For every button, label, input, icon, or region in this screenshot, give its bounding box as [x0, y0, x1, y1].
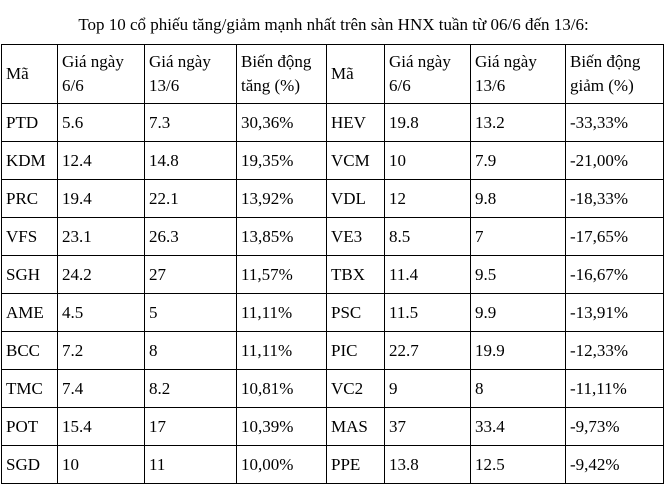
gainer-price-1306-cell: 26.3	[145, 218, 237, 256]
loser-price-0606-cell: 9	[385, 370, 471, 408]
gainer-price-0606-cell: 15.4	[58, 408, 145, 446]
loser-change-cell: -9,42%	[566, 446, 664, 484]
gainer-price-1306-cell: 11	[145, 446, 237, 484]
gainer-code-cell: TMC	[2, 370, 58, 408]
gainer-price-0606-cell: 7.2	[58, 332, 145, 370]
gainer-change-cell: 11,11%	[237, 332, 327, 370]
loser-code-cell: VC2	[327, 370, 385, 408]
gainer-change-cell: 19,35%	[237, 142, 327, 180]
loser-code-cell: PSC	[327, 294, 385, 332]
loser-price-1306-cell: 9.8	[471, 180, 566, 218]
loser-code-cell: PIC	[327, 332, 385, 370]
gainer-price-0606-cell: 7.4	[58, 370, 145, 408]
table-row	[2, 256, 664, 294]
gainer-price-0606-cell: 24.2	[58, 256, 145, 294]
loser-change-cell: -11,11%	[566, 370, 664, 408]
loser-code-cell: VE3	[327, 218, 385, 256]
table-row	[2, 370, 664, 408]
gainer-change-cell: 13,92%	[237, 180, 327, 218]
gainer-change-cell: 11,57%	[237, 256, 327, 294]
loser-price-0606-cell: 13.8	[385, 446, 471, 484]
header-row	[2, 45, 664, 104]
gainer-price-1306-cell: 17	[145, 408, 237, 446]
gainer-price-1306-cell: 14.8	[145, 142, 237, 180]
loser-price-0606-cell: 37	[385, 408, 471, 446]
header-price-0606-gainers: Giá ngày 6/6	[58, 45, 145, 104]
gainer-code-cell: PTD	[2, 104, 58, 142]
header-price-1306-losers: Giá ngày 13/6	[471, 45, 566, 104]
table-header	[2, 45, 664, 104]
gainer-change-cell: 30,36%	[237, 104, 327, 142]
header-code-losers: Mã	[327, 45, 385, 104]
loser-change-cell: -16,67%	[566, 256, 664, 294]
gainer-code-cell: SGH	[2, 256, 58, 294]
gainer-code-cell: KDM	[2, 142, 58, 180]
table-row	[2, 180, 664, 218]
table-row	[2, 332, 664, 370]
loser-code-cell: TBX	[327, 256, 385, 294]
table-row	[2, 104, 664, 142]
table-caption: Top 10 cổ phiếu tăng/giảm mạnh nhất trên sàn HNX tuần từ 06/6 đến 13/6:	[78, 15, 589, 34]
gainer-price-0606-cell: 4.5	[58, 294, 145, 332]
table-row	[2, 142, 664, 180]
gainer-code-cell: POT	[2, 408, 58, 446]
loser-code-cell: MAS	[327, 408, 385, 446]
table-row	[2, 446, 664, 484]
loser-price-0606-cell: 19.8	[385, 104, 471, 142]
loser-change-cell: -13,91%	[566, 294, 664, 332]
gainer-change-cell: 10,00%	[237, 446, 327, 484]
table-body	[2, 104, 664, 484]
table-row	[2, 218, 664, 256]
loser-code-cell: VDL	[327, 180, 385, 218]
gainer-code-cell: PRC	[2, 180, 58, 218]
header-code-gainers: Mã	[2, 45, 58, 104]
loser-price-0606-cell: 11.5	[385, 294, 471, 332]
gainer-price-1306-cell: 7.3	[145, 104, 237, 142]
loser-price-0606-cell: 8.5	[385, 218, 471, 256]
header-change-down: Biến động giảm (%)	[566, 45, 664, 104]
loser-price-0606-cell: 12	[385, 180, 471, 218]
loser-price-0606-cell: 10	[385, 142, 471, 180]
gainer-price-0606-cell: 10	[58, 446, 145, 484]
loser-price-1306-cell: 7.9	[471, 142, 566, 180]
gainer-price-1306-cell: 8	[145, 332, 237, 370]
header-change-up: Biến động tăng (%)	[237, 45, 327, 104]
gainer-change-cell: 10,39%	[237, 408, 327, 446]
gainer-price-0606-cell: 19.4	[58, 180, 145, 218]
loser-price-1306-cell: 8	[471, 370, 566, 408]
gainer-code-cell: SGD	[2, 446, 58, 484]
gainer-code-cell: VFS	[2, 218, 58, 256]
loser-change-cell: -21,00%	[566, 142, 664, 180]
loser-change-cell: -33,33%	[566, 104, 664, 142]
loser-change-cell: -18,33%	[566, 180, 664, 218]
gainer-change-cell: 13,85%	[237, 218, 327, 256]
loser-code-cell: HEV	[327, 104, 385, 142]
loser-code-cell: VCM	[327, 142, 385, 180]
gainer-price-1306-cell: 22.1	[145, 180, 237, 218]
loser-price-1306-cell: 13.2	[471, 104, 566, 142]
loser-price-0606-cell: 22.7	[385, 332, 471, 370]
gainer-change-cell: 11,11%	[237, 294, 327, 332]
gainer-price-0606-cell: 12.4	[58, 142, 145, 180]
loser-price-0606-cell: 11.4	[385, 256, 471, 294]
loser-change-cell: -9,73%	[566, 408, 664, 446]
gainer-price-1306-cell: 5	[145, 294, 237, 332]
table-row	[2, 294, 664, 332]
gainer-price-0606-cell: 23.1	[58, 218, 145, 256]
loser-price-1306-cell: 9.5	[471, 256, 566, 294]
table-row	[2, 408, 664, 446]
gainer-change-cell: 10,81%	[237, 370, 327, 408]
loser-code-cell: PPE	[327, 446, 385, 484]
loser-price-1306-cell: 9.9	[471, 294, 566, 332]
stock-change-table	[1, 44, 664, 484]
header-price-1306-gainers: Giá ngày 13/6	[145, 45, 237, 104]
header-price-0606-losers: Giá ngày 6/6	[385, 45, 471, 104]
loser-price-1306-cell: 7	[471, 218, 566, 256]
gainer-code-cell: BCC	[2, 332, 58, 370]
gainer-price-1306-cell: 27	[145, 256, 237, 294]
gainer-price-0606-cell: 5.6	[58, 104, 145, 142]
loser-price-1306-cell: 19.9	[471, 332, 566, 370]
loser-change-cell: -17,65%	[566, 218, 664, 256]
loser-change-cell: -12,33%	[566, 332, 664, 370]
loser-price-1306-cell: 12.5	[471, 446, 566, 484]
gainer-price-1306-cell: 8.2	[145, 370, 237, 408]
gainer-code-cell: AME	[2, 294, 58, 332]
loser-price-1306-cell: 33.4	[471, 408, 566, 446]
